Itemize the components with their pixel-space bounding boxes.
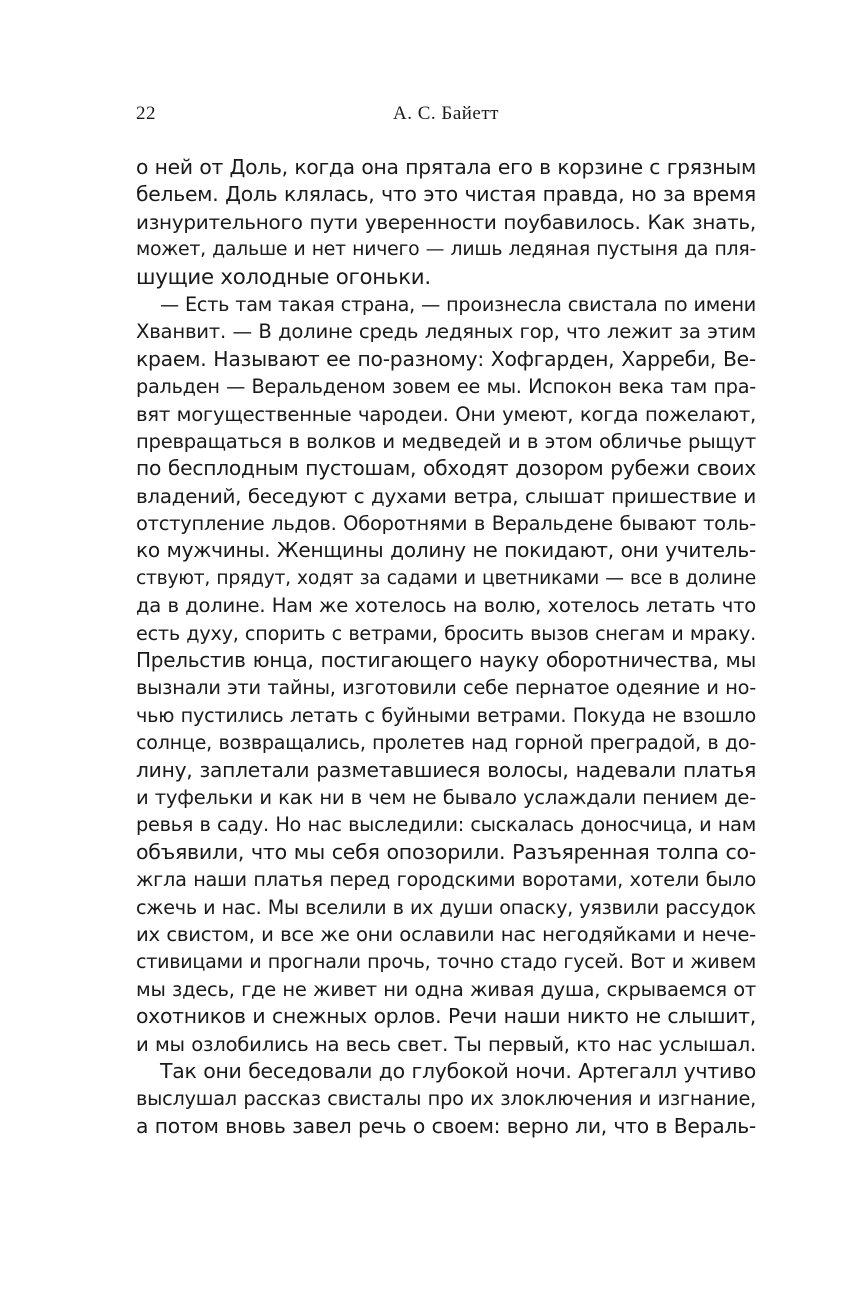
page-number: 22 bbox=[136, 103, 156, 124]
text-line: сжечь и нас. Мы вселили в их души опаску, уязвили рассудок bbox=[136, 895, 756, 919]
text-line: по бесплодным пустошам, обходят дозором рубежи своих bbox=[136, 456, 756, 481]
running-head bbox=[136, 103, 756, 127]
text-line: краем. Называют ее по-разному: Хофгарден, Харреби, Ве- bbox=[136, 346, 756, 371]
text-line: ко мужчины. Женщины долину не покидают, они учитель- bbox=[136, 538, 756, 563]
text-line: ствуют, прядут, ходят за садами и цветниками — все в долине bbox=[136, 567, 756, 589]
text-line: — Есть там такая страна, — произнесла свистала по имени bbox=[160, 292, 756, 316]
text-line: да в долине. Нам же хотелось на волю, хотелось летать что bbox=[136, 594, 756, 618]
text-line: вят могущественные чародеи. Они умеют, когда пожелают, bbox=[136, 402, 756, 426]
text-line: может, дальше и нет ничего — лишь ледяная пустыня да пля- bbox=[136, 238, 756, 261]
text-line: о ней от Доль, когда она прятала его в корзине с грязным bbox=[136, 155, 756, 179]
text-line: бельем. Доль клялась, что это чистая правда, но за время bbox=[136, 182, 756, 207]
text-line: ральден — Веральденом зовем ее мы. Испокон века там пра- bbox=[136, 375, 756, 399]
text-line: превращаться в волков и медведей и в этом обличье рыщут bbox=[136, 429, 756, 453]
body-text bbox=[136, 154, 756, 1140]
text-line: лину, заплетали разметавшиеся волосы, надевали платья bbox=[136, 757, 756, 782]
text-line: жгла наши платья перед городскими воротами, хотели было bbox=[136, 868, 756, 892]
text-line: мы здесь, где не живет ни одна живая душа, скрываемся от bbox=[136, 977, 756, 1001]
text-line: Прельстив юнца, постигающего науку оборотничества, мы bbox=[136, 648, 756, 673]
text-line: владений, беседуют с духами ветра, слышат пришествие и bbox=[136, 484, 756, 508]
text-line: солнце, возвращались, пролетев над горной преградой, в до- bbox=[136, 731, 756, 755]
text-line: а потом вновь завел речь о своем: верно ли, что в Вераль- bbox=[136, 1113, 756, 1138]
text-line: стивицами и прогнали прочь, точно стадо гусей. Вот и живем bbox=[136, 950, 756, 974]
text-line: Так они беседовали до глубокой ночи. Артегалл учтиво bbox=[160, 1058, 756, 1083]
text-line: Хванвит. — В долине средь ледяных гор, что лежит за этим bbox=[136, 320, 756, 344]
text-line: и мы озлобились на весь свет. Ты первый, кто нас услышал. bbox=[136, 1032, 756, 1056]
text-line: вызнали эти тайны, изготовили себе пернатое одеяние и но- bbox=[136, 676, 756, 700]
text-line: есть духу, спорить с ветрами, бросить вызов снегам и мраку. bbox=[136, 621, 756, 645]
text-line: выслушал рассказ свисталы про их злоключения и изгнание, bbox=[136, 1087, 756, 1111]
text-line: чью пустились летать с буйными ветрами. Покуда не взошло bbox=[136, 703, 756, 727]
text-line: и туфельки и как ни в чем не бывало услаждали пением де- bbox=[136, 785, 756, 809]
text-line: отступление льдов. Оборотнями в Веральдене бывают толь- bbox=[136, 512, 756, 536]
running-title: А. С. Байетт bbox=[393, 103, 499, 124]
text-line: изнурительного пути уверенности поубавилось. Как знать, bbox=[136, 210, 756, 234]
text-line: шущие холодные огоньки. bbox=[136, 264, 431, 290]
text-line: объявили, что мы себя опозорили. Разъяренная толпа со- bbox=[136, 839, 756, 864]
text-line: ревья в саду. Но нас выследили: сыскалась доносчица, и нам bbox=[136, 813, 756, 837]
text-line: охотников и снежных орлов. Речи наши никто не слышит, bbox=[136, 1004, 756, 1029]
text-line: их свистом, и все же они ославили нас негодяйками и нече- bbox=[136, 922, 756, 946]
